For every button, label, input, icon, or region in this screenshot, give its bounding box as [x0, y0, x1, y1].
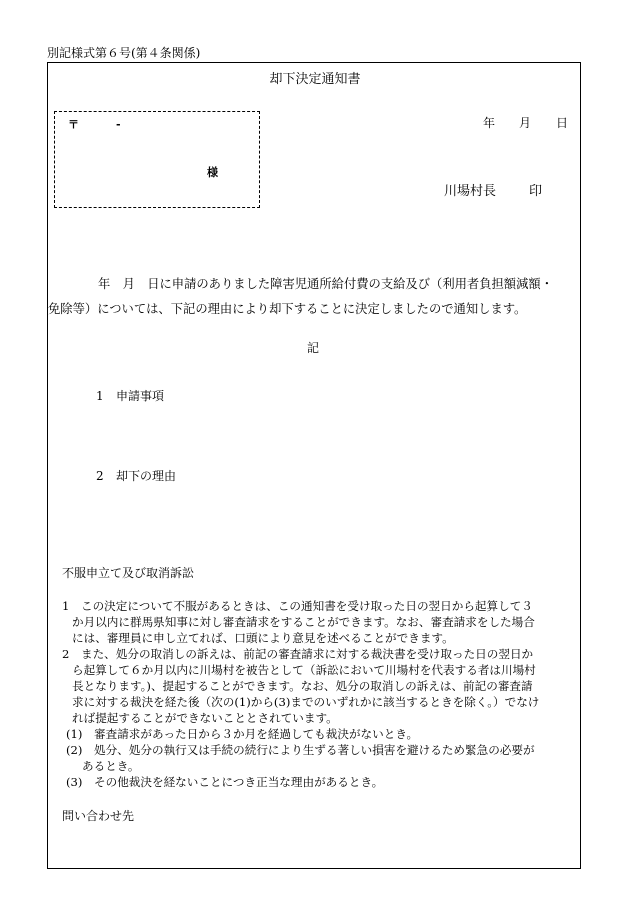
body-line-2: 免除等）については、下記の理由により却下することに決定しましたので通知します。 — [48, 302, 527, 316]
postal-hyphen: - — [116, 118, 121, 131]
body-line-1: 年 月 日に申請のありました障害児通所給付費の支給及び（利用者負担額減額・ — [98, 277, 553, 291]
issuer-seal: 印 — [529, 184, 543, 199]
appeal-line: (2) 処分、処分の執行又は手続の続行により生ずる著しい損害を避けるため緊急の必要が — [66, 743, 535, 757]
issuer-name: 川場村長 — [444, 184, 497, 199]
ki-heading: 記 — [307, 341, 320, 355]
date-day: 日 — [556, 116, 569, 130]
document-title: 却下決定通知書 — [269, 72, 361, 87]
appeal-line: 長となります。)、提起することができます。なお、処分の取消しの訴えは、前記の審査請 — [72, 679, 533, 693]
appeal-line: には、審理員に申し立てれば、口頭により意見を述べることができます。 — [72, 631, 454, 645]
address-box — [54, 111, 260, 208]
date-year: 年 — [483, 116, 496, 130]
form-label: 別記様式第６号(第４条関係) — [47, 46, 201, 60]
appeal-line: (1) 審査請求があった日から３か月を経過しても裁決がないとき。 — [66, 727, 419, 741]
item-2-number: 2 — [96, 469, 104, 483]
appeal-line: 2 また、処分の取消しの訴えは、前記の審査請求に対する裁決書を受け取った日の翌日か — [62, 647, 534, 661]
appeal-line: れば提起することができないこととされています。 — [72, 711, 338, 725]
date-month: 月 — [519, 116, 532, 130]
item-1-label: 申請事項 — [116, 389, 165, 403]
appeal-line: 1 この決定について不服があるときは、この通知書を受け取った日の翌日から起算して３ — [62, 599, 533, 613]
item-2-label: 却下の理由 — [116, 469, 177, 483]
inquiry-label: 問い合わせ先 — [62, 809, 135, 823]
appeal-line: 求に対する裁決を経た後（次の(1)から(3)までのいずれかに該当するときを除く。）でなけ — [72, 695, 540, 709]
appeal-line: (3) その他裁決を経ないことにつき正当な理由があるとき。 — [66, 775, 384, 789]
honorific-sama: 様 — [207, 166, 218, 179]
appeal-line: か月以内に群馬県知事に対し審査請求をすることができます。なお、審査請求をした場合 — [72, 615, 535, 629]
appeal-line: あるとき。 — [82, 759, 140, 773]
postal-mark: 〒 — [68, 118, 79, 131]
appeal-heading: 不服申立て及び取消訴訟 — [62, 566, 195, 580]
item-1-number: 1 — [96, 389, 104, 403]
appeal-line: ら起算して６か月以内に川場村を被告として（訴訟において川場村を代表する者は川場村 — [72, 663, 536, 677]
